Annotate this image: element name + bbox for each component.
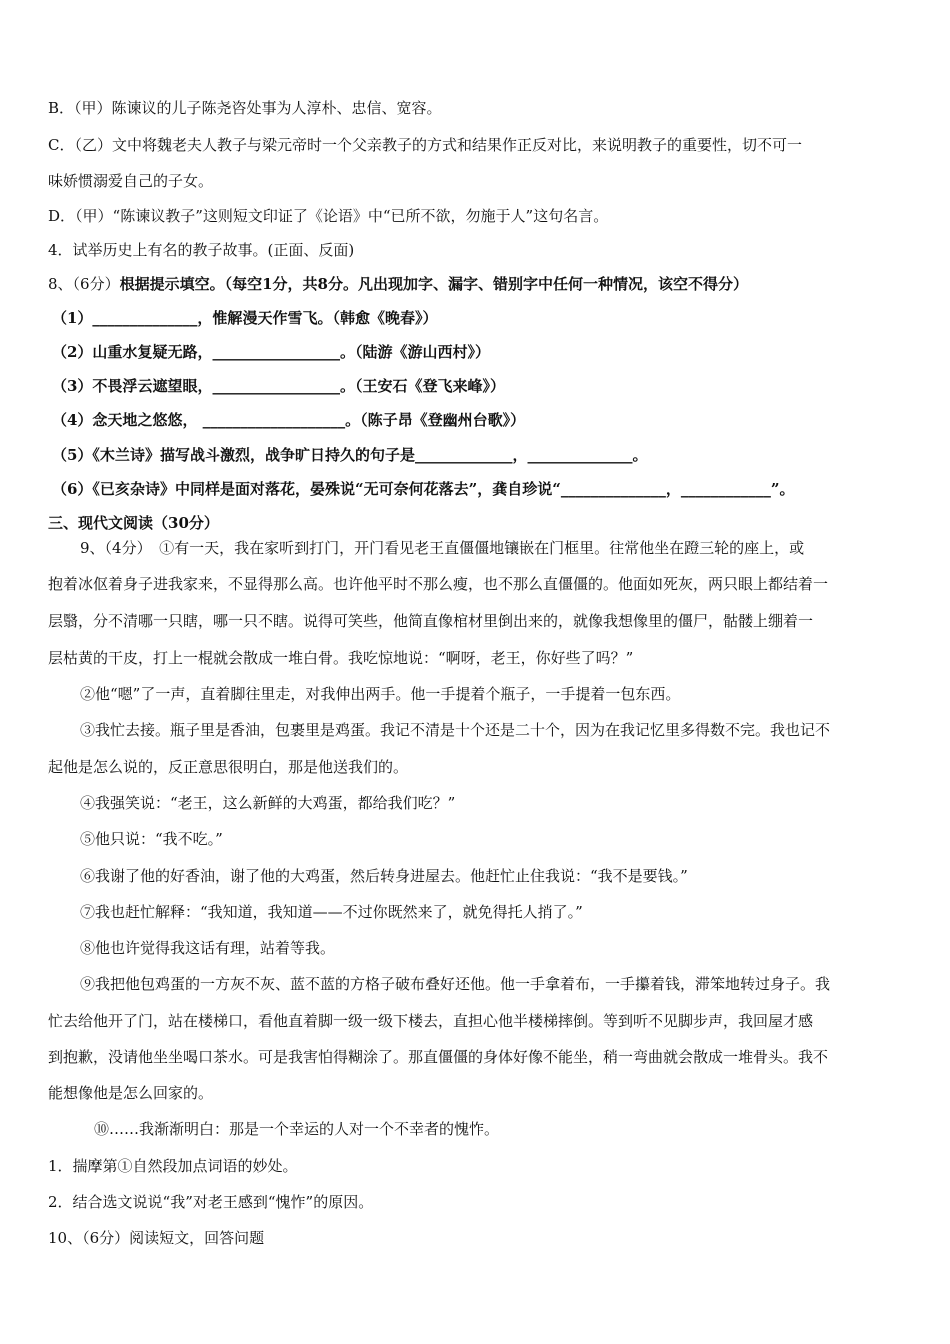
question-9-sub-2: 2．结合选文说说“我”对老王感到“愧怍”的原因。 (48, 1193, 374, 1211)
fill-blank-3: （3）不畏浮云遮望眼，_________________。（王安石《登飞来峰》） (52, 377, 505, 395)
passage-para-8: ⑧他也许觉得我这话有理，站着等我。 (80, 939, 336, 957)
question-10-heading: 10、（6分）阅读短文，回答问题 (48, 1229, 265, 1247)
passage-para-9-line-4: 能想像他是怎么回家的。 (48, 1084, 214, 1102)
passage-para-5: ⑤他只说：“我不吃。” (80, 830, 223, 848)
option-d: D．（甲）“陈谏议教子”这则短文印证了《论语》中“已所不欲，勿施于人”这句名言。 (48, 207, 609, 225)
option-b: B．（甲）陈谏议的儿子陈尧咨处事为人淳朴、忠信、宽容。 (48, 99, 442, 117)
passage-para-10: ⑩……我渐渐明白：那是一个幸运的人对一个不幸者的愧怍。 (94, 1120, 500, 1138)
passage-para-9-line-3: 到抱歉，没请他坐坐喝口茶水。可是我害怕得糊涂了。那直僵僵的身体好像不能坐，稍一弯曲就会散成一堆骨头。我不 (48, 1048, 829, 1066)
option-c-line-2: 味娇惯溺爱自己的子女。 (48, 172, 214, 190)
passage-para-4: ④我强笑说：“老王，这么新鲜的大鸡蛋，都给我们吃？” (80, 794, 456, 812)
passage-para-1-line-2: 抱着冰伛着身子进我家来，不显得那么高。也许他平时不那么瘦，也不那么直僵僵的。他面如死灰，两只眼上都结着一 (48, 575, 829, 593)
passage-para-3-line-2: 起他是怎么说的，反正意思很明白，那是他送我们的。 (48, 758, 409, 776)
question-8-heading (48, 274, 748, 295)
passage-para-1-line-3: 层翳，分不清哪一只瞎，哪一只不瞎。说得可笑些，他简直像棺材里倒出来的，就像我想像里的僵尸，骷髅上绷着一 (48, 612, 814, 630)
question-4: 4．试举历史上有名的教子故事。(正面、反面) (48, 241, 355, 259)
fill-blank-6: （6）《已亥杂诗》中同样是面对落花，晏殊说“无可奈何花落去”，龚自珍说“______________，____________”。 (52, 480, 795, 498)
passage-para-9-line-2: 忙去给他开了门，站在楼梯口，看他直着脚一级一级下楼去，直担心他半楼梯摔倒。等到听不见脚步声，我回屋才感 (48, 1012, 814, 1030)
passage-para-7: ⑦我也赶忙解释：“我知道，我知道——不过你既然来了，就免得托人捎了。” (80, 903, 583, 921)
passage-para-2: ②他“嗯”了一声，直着脚往里走，对我伸出两手。他一手提着个瓶子，一手提着一包东西。 (80, 685, 681, 703)
passage-para-6: ⑥我谢了他的好香油，谢了他的大鸡蛋，然后转身进屋去。他赶忙止住我说：“我不是要钱。” (80, 867, 688, 885)
question-8-instruction: 根据提示填空。（每空1分，共8分。凡出现加字、漏字、错别字中任何一种情况，该空不得分） (119, 275, 748, 293)
fill-blank-4: （4）念天地之悠悠， ___________________。（陈子昂《登幽州台歌》） (52, 411, 526, 429)
section-3-heading: 三、现代文阅读（30分） (48, 514, 219, 532)
passage-para-1-line-4: 层枯黄的干皮，打上一棍就会散成一堆白骨。我吃惊地说：“啊呀，老王，你好些了吗？” (48, 649, 634, 667)
passage-para-3-line-1: ③我忙去接。瓶子里是香油，包裹里是鸡蛋。我记不清是十个还是二十个，因为在我记忆里多得数不完。我也记不 (80, 721, 831, 739)
fill-blank-2: （2）山重水复疑无路，_________________。（陆游《游山西村》） (52, 343, 490, 361)
passage-para-1-line-1: 9、（4分） ①有一天，我在家听到打门，开门看见老王直僵僵地镶嵌在门框里。往常他坐在蹬三轮的座上，或 (80, 539, 805, 557)
fill-blank-1: （1）______________，惟解漫天作雪飞。（韩愈《晚春》） (52, 309, 438, 327)
question-9-sub-1: 1．揣摩第①自然段加点词语的妙处。 (48, 1157, 298, 1175)
passage-para-9-line-1: ⑨我把他包鸡蛋的一方灰不灰、蓝不蓝的方格子破布叠好还他。他一手拿着布，一手攥着钱，滞笨地转过身子。我 (80, 975, 831, 993)
option-c-line-1: C．（乙）文中将魏老夫人教子与梁元帝时一个父亲教子的方式和结果作正反对比，来说明教子的重要性，切不可一 (48, 136, 802, 154)
question-8-number: 8、（6分） (48, 275, 120, 293)
fill-blank-5: （5）《木兰诗》描写战斗激烈，战争旷日持久的句子是_____________，______________。 (52, 446, 648, 464)
